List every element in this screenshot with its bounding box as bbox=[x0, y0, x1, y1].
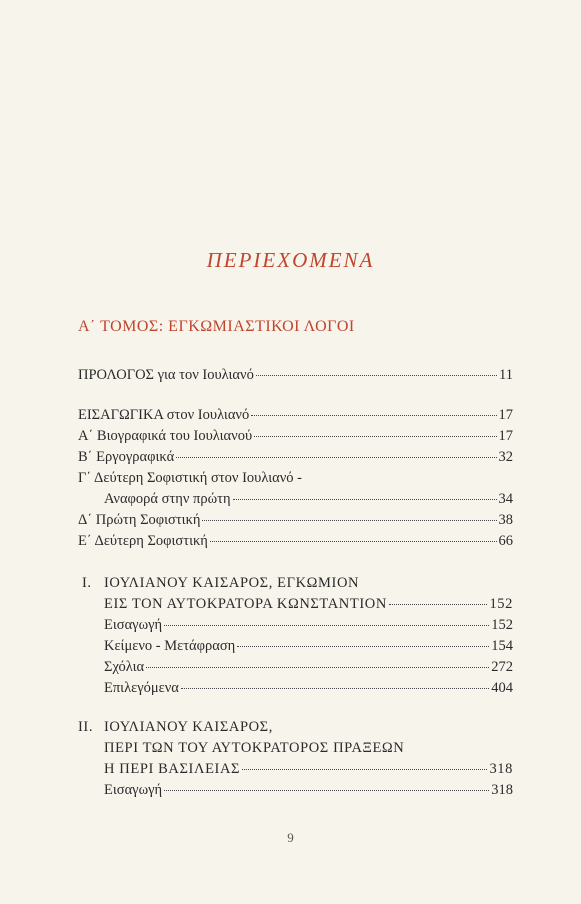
toc-page-number: 66 bbox=[498, 533, 513, 549]
toc-page-number: 11 bbox=[499, 367, 513, 383]
toc-label: Α΄ Βιογραφικά του Ιουλιανού bbox=[78, 428, 253, 444]
part-numeral: Ι. bbox=[82, 575, 92, 591]
toc-label: Εισαγωγή bbox=[104, 617, 163, 633]
toc-label: Σχόλια bbox=[104, 659, 145, 675]
toc-entry-part1-item bbox=[104, 657, 513, 677]
toc-page-number: 152 bbox=[491, 617, 513, 633]
toc-label: Β΄ Εργογραφικά bbox=[78, 449, 175, 465]
volume-heading: Α΄ ΤΟΜΟΣ: ΕΓΚΩΜΙΑΣΤΙΚΟΙ ΛΟΓΟΙ bbox=[78, 318, 355, 335]
toc-entry-part2-title bbox=[104, 759, 513, 779]
toc-label: Δ΄ Πρώτη Σοφιστική bbox=[78, 512, 201, 528]
dot-leader bbox=[181, 687, 489, 689]
toc-entry-intro-g-line2 bbox=[104, 489, 513, 509]
toc-page-number: 38 bbox=[498, 512, 513, 528]
dot-leader bbox=[164, 624, 489, 626]
part-title-line: ΙΟΥΛΙΑΝΟΥ ΚΑΙΣΑΡΟΣ, bbox=[104, 719, 273, 735]
part-numeral: ΙΙ. bbox=[78, 719, 94, 735]
page-title: ΠΕΡΙΕΧΟΜΕΝΑ bbox=[206, 248, 375, 272]
toc-page-number: 318 bbox=[489, 761, 513, 777]
toc-page-number: 154 bbox=[491, 638, 513, 654]
toc-label: Κείμενο - Μετάφραση bbox=[104, 638, 236, 654]
dot-leader bbox=[202, 519, 496, 521]
toc-entry-intro-b bbox=[78, 447, 513, 467]
toc-page-number: 34 bbox=[498, 491, 513, 507]
toc-page-number: 17 bbox=[498, 428, 513, 444]
toc-page-number: 152 bbox=[489, 596, 513, 612]
toc-entry-prologue bbox=[78, 365, 513, 385]
toc-page-number: 272 bbox=[491, 659, 513, 675]
toc-entry-part1-item bbox=[104, 636, 513, 656]
dot-leader bbox=[176, 456, 496, 458]
dot-leader bbox=[233, 498, 497, 500]
toc-entry-intro-d bbox=[78, 510, 513, 530]
dot-leader bbox=[389, 603, 488, 605]
toc-label: ΕΙΣ ΤΟΝ ΑΥΤΟΚΡΑΤΟΡΑ ΚΩΝΣΤΑΝΤΙΟΝ bbox=[104, 596, 387, 612]
dot-leader bbox=[256, 374, 497, 376]
toc-label: Αναφορά στην πρώτη bbox=[104, 491, 231, 507]
toc-entry-part1-item bbox=[104, 615, 513, 635]
toc-label: Ε΄ Δεύτερη Σοφιστική bbox=[78, 533, 208, 549]
page-number: 9 bbox=[287, 830, 294, 845]
toc-page-number: 17 bbox=[498, 407, 513, 423]
toc-page-number: 32 bbox=[498, 449, 513, 465]
dot-leader bbox=[237, 645, 489, 647]
dot-leader bbox=[164, 789, 489, 791]
toc-page-number: 318 bbox=[491, 782, 513, 798]
dot-leader bbox=[254, 435, 496, 437]
part-title-line: ΙΟΥΛΙΑΝΟΥ ΚΑΙΣΑΡΟΣ, ΕΓΚΩΜΙΟΝ bbox=[104, 575, 360, 591]
toc-entry-part1-title bbox=[104, 594, 513, 614]
toc-label: ΕΙΣΑΓΩΓΙΚΑ στον Ιουλιανό bbox=[78, 407, 250, 423]
dot-leader bbox=[146, 666, 489, 668]
toc-entry-introduction bbox=[78, 405, 513, 425]
toc-label: Η ΠΕΡΙ ΒΑΣΙΛΕΙΑΣ bbox=[104, 761, 241, 777]
dot-leader bbox=[242, 768, 487, 770]
toc-entry-intro-a bbox=[78, 426, 513, 446]
toc-label: Επιλεγόμενα bbox=[104, 680, 179, 696]
toc-entry-intro-g-line1: Γ΄ Δεύτερη Σοφιστική στον Ιουλιανό - bbox=[78, 470, 302, 486]
dot-leader bbox=[210, 540, 497, 542]
dot-leader bbox=[251, 414, 496, 416]
toc-entry-part1-item bbox=[104, 678, 513, 698]
toc-label: ΠΡΟΛΟΓΟΣ για τον Ιουλιανό bbox=[78, 367, 254, 383]
part-title-line: ΠΕΡΙ ΤΩΝ ΤΟΥ ΑΥΤΟΚΡΑΤΟΡΟΣ ΠΡΑΞΕΩΝ bbox=[104, 740, 405, 756]
toc-entry-intro-e bbox=[78, 531, 513, 551]
toc-label: Εισαγωγή bbox=[104, 782, 163, 798]
toc-entry-part2-item bbox=[104, 780, 513, 800]
toc-page-number: 404 bbox=[491, 680, 513, 696]
